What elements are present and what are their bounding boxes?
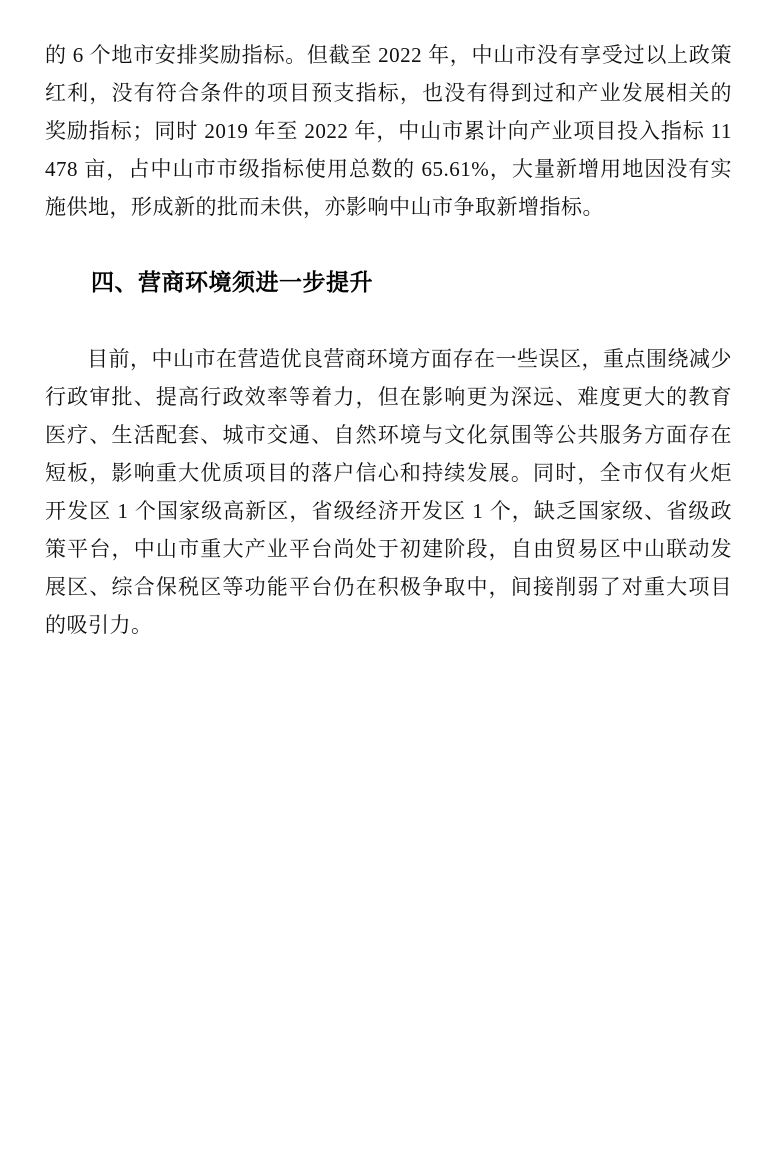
- paragraph-body: 目前，中山市在营造优良营商环境方面存在一些误区，重点围绕减少行政审批、提高行政效率等着力，但在影响更为深远、难度更大的教育医疗、生活配套、城市交通、自然环境与文化氛围等公共服务方面存在短板，影响重大优质项目的落户信心和持续发展。同时，全市仅有火炬开发区 1 个国家级高新区，省级经济开发区 1 个，缺乏国家级、省级政策平台，中山市重大产业平台尚处于初建阶段，自由贸易区中山联动发展区、综合保税区等功能平台仍在积极争取中，间接削弱了对重大项目的吸引力。: [45, 347, 732, 637]
- section-heading: 四、营商环境须进一步提升: [91, 269, 373, 295]
- paragraph-continuation: 的 6 个地市安排奖励指标。但截至 2022 年，中山市没有享受过以上政策红利，没有符合条件的项目预支指标，也没有得到过和产业发展相关的奖励指标；同时 2019 年至 2022 年，中山市累计向产业项目投入指标 11 478 亩，占中山市市级指标使用总数的 65.61%，大量新增用地因没有实施供地，形成新的批而未供，亦影响中山市争取新增指标。: [45, 43, 732, 219]
